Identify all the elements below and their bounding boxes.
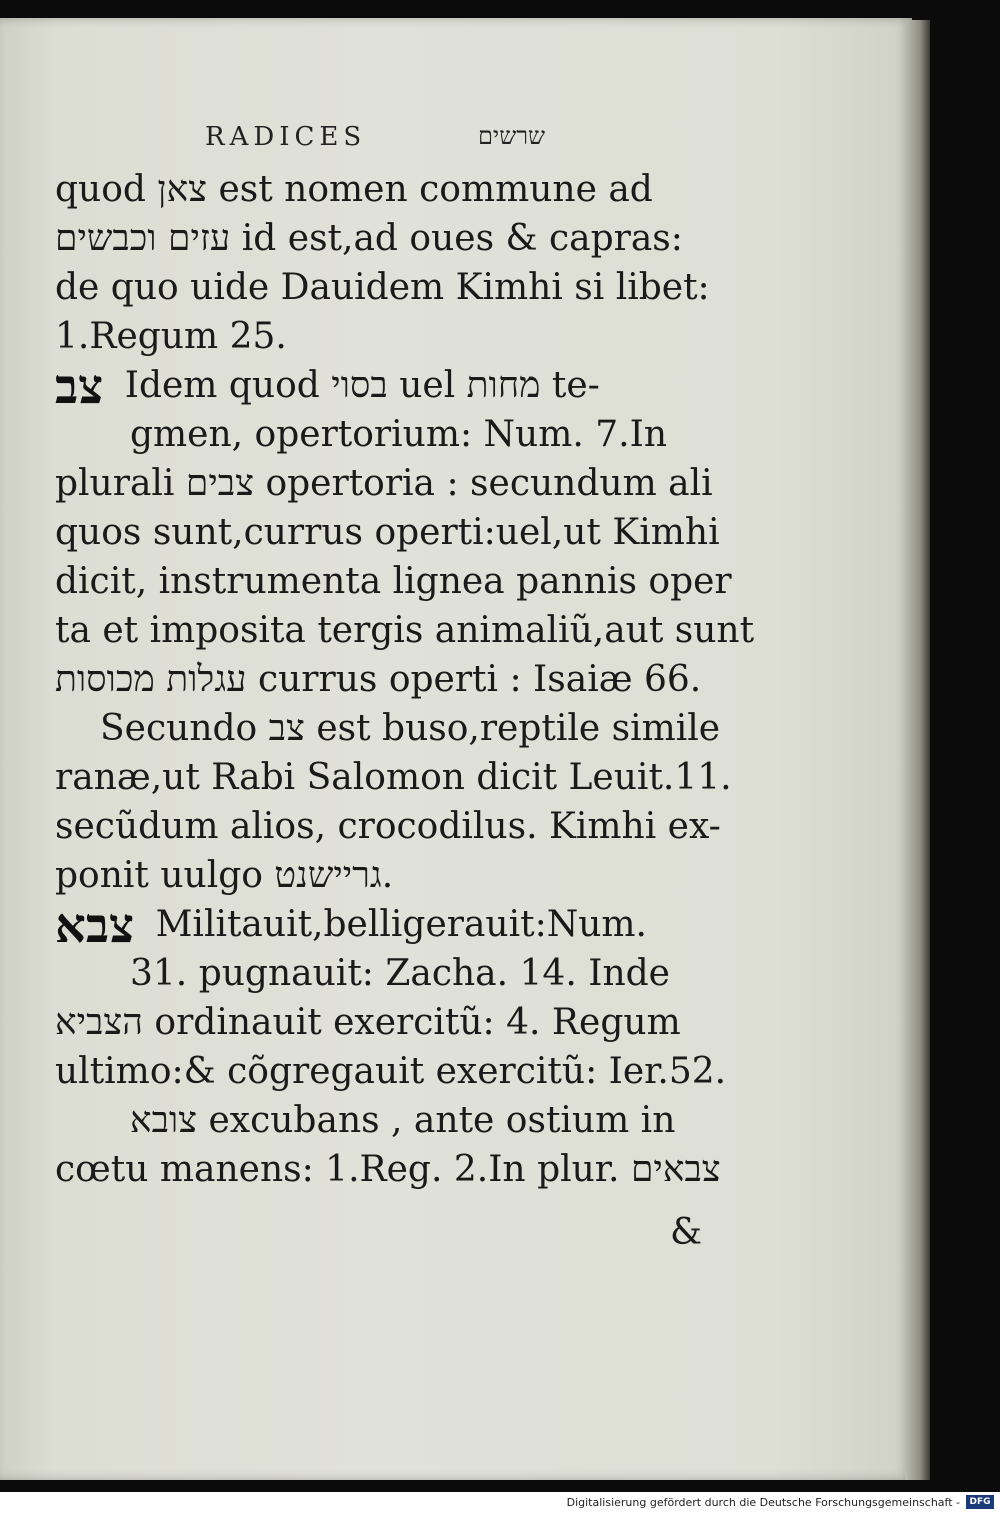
entry-line [55,898,720,954]
entry-initial: צב [55,359,104,415]
text-line: gmen, opertorium: Num. 7.In [130,414,668,455]
text-line: 31. pugnauit: Zacha. 14. Inde [130,953,670,994]
text-line: ranæ,ut Rabi Salomon dicit Leuit.11. [55,757,732,798]
entry-initial: צבא [55,898,135,954]
text-line: plurali צבים opertoria : secundum ali [55,463,713,504]
text-line: עזים וכבשים id est,ad oues & capras: [55,218,683,259]
dfg-logo-icon: DFG [966,1495,994,1509]
text-line: dicit, instrumenta lignea pannis oper [55,561,732,602]
text-line: secũdum alios, crocodilus. Kimhi ex- [55,806,721,847]
text-line: Militauit,belligerauit:Num. [155,904,647,945]
entry-line [55,359,720,415]
page-body [55,165,755,1194]
footer-bar [0,1492,1000,1514]
header-hebrew: שרשים [477,122,545,150]
text-line: ta et imposita tergis animaliũ,aut sunt [55,610,755,651]
text-line: ultimo:& cõgregauit exercitũ: Ier.52. [55,1051,727,1092]
text-line: צובא excubans , ante ostium in [130,1100,676,1141]
text-line: de quo uide Dauidem Kimhi si libet: [55,267,710,308]
text-line: ponit uulgo גריישנט. [55,855,394,896]
text-line: הצביא ordinauit exercitũ: 4. Regum [55,1002,681,1043]
text-line: עגלות מכוסות currus operti : Isaiæ 66. [55,659,702,700]
page-edge [905,20,930,1480]
text-line: cœtu manens: 1.Reg. 2.In plur. צבאים [55,1149,721,1190]
catchword: & [670,1212,703,1253]
text-line: Secundo צב est buso,reptile simile [100,708,721,749]
funding-credit: Digitalisierung gefördert durch die Deutsche Forschungsgemeinschaft - [566,1496,960,1509]
running-header [205,122,565,158]
text-line: 1.Regum 25. [55,316,287,357]
text-line: quos sunt,currus operti:uel,ut Kimhi [55,512,720,553]
text-line: Idem quod בסוי uel מחות te- [124,365,600,406]
header-latin: RADICES [205,122,367,152]
text-line: quod צאן est nomen commune ad [55,169,653,210]
